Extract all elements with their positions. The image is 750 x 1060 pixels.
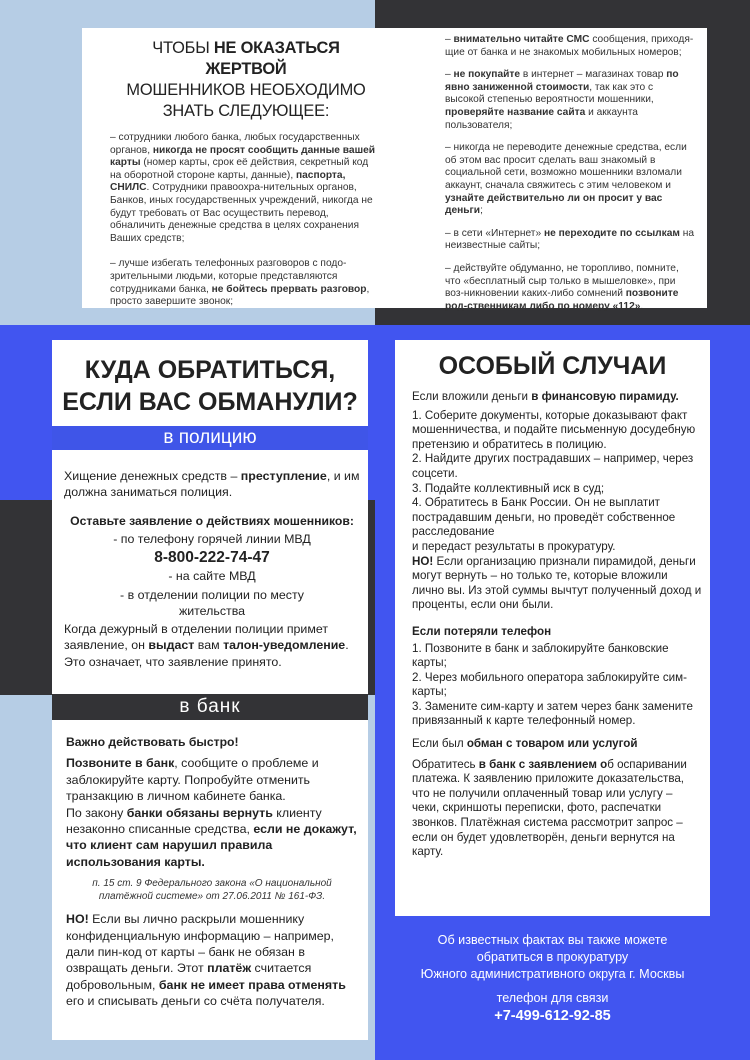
bank-section: Важно действовать быстро! Позвоните в банк, сообщите о проблеме и заблокируйте карту. Попробуйте отменить транзакцию в личном кабинете банка. По закону банки обязаны вернуть клиенту незаконно списанные средства, если не докажут, что клиент сам нарушил правила использования карты. п. 15 ст. 9 Федерального закона «О национальной платёжной системе» от 27.06.2011 № 161-ФЗ. НО! Если вы лично раскрыли мошеннику конфиденциальную информацию – например, дали пин-код от карты – банк не обязан в озвращать деньги. Этот платёж считается добровольным, банк не имеет права отменять его и списывать деньги со счёта получателя. bbox=[66, 735, 357, 1009]
bank-paragraph-2: По закону банки обязаны вернуть клиенту незаконно списанные средства, если не докажут, что клиент сам нарушил правила использования карты. bbox=[66, 805, 357, 869]
bank-bar: в банк bbox=[52, 694, 368, 720]
tip-sms: – внимательно читайте СМС сообщения, приходя-щие от банка и не знакомых мобильных номеров; bbox=[445, 34, 694, 58]
left-heading: КУДА ОБРАТИТЬСЯ, ЕСЛИ ВАС ОБМАНУЛИ? bbox=[62, 356, 358, 416]
statement-block: Оставьте заявление о действиях мошенников: - по телефону горячей линии МВД 8-800-222-74-47 - на сайте МВД - в отделении полиции по месту жительства bbox=[64, 513, 360, 620]
special-cases-heading: ОСОБЫЙ СЛУЧАИ bbox=[438, 352, 667, 380]
police-paragraph-1: Хищение денежных средств – преступление, и им должна заниматься полиция. bbox=[64, 469, 360, 500]
top-title: ЧТОБЫ НЕ ОКАЗАТЬСЯ ЖЕРТВОЙ МОШЕННИКОВ НЕОБХОДИМО ЗНАТЬ СЛЕДУЮЩЕЕ: bbox=[126, 39, 366, 120]
police-section bbox=[64, 468, 360, 670]
police-bar: в полицию bbox=[52, 426, 368, 450]
tip-shopping: – не покупайте в интернет – магазинах товар по явно заниженной стоимости, так как это с высокой степенью вероятности мошенники, проверяйте название сайта и аккаунта пользователя; bbox=[445, 69, 679, 131]
tip-think: – действуйте обдуманно, не торопливо, помните, что «бесплатный сыр только в мышеловке», при воз-никновении каких-либо сомнений позвоните род-ственникам либо по номеру «112». bbox=[445, 262, 679, 312]
pyramid-warning: НО! Если организацию признали пирамидой, деньги могут вернуть – но только те, которые вложили лично вы. Из этой суммы вычтут полученный доход и проценты, если они были. bbox=[412, 554, 702, 612]
bank-paragraph-3: НО! Если вы лично раскрыли мошеннику конфиденциальную информацию – например, дали пин-код от карты – банк не обязан в озвращать деньги. Этот платёж считается добровольным, банк не имеет права отменять его и списывать деньги со счёта получателя. bbox=[66, 912, 346, 1009]
police-paragraph-2: Когда дежурный в отделении полиции примет заявление, он выдаст вам талон-уведомление. Это означает, что заявление принято. bbox=[64, 621, 349, 669]
left-panel bbox=[52, 340, 368, 1040]
law-reference: п. 15 ст. 9 Федерального закона «О национальной платёжной системе» от 27.06.2011 № 161-ФЗ. bbox=[92, 878, 332, 903]
top-left-column bbox=[110, 38, 382, 309]
hotline-phone: 8-800-222-74-47 bbox=[154, 548, 270, 566]
top-panel bbox=[82, 28, 707, 312]
tip-transfers: – никогда не переводите денежные средства, если об этом вас просит сделать ваш знакомый в социальной сети, возможно мошенники взломали аккаунт, сначала свяжитесь с этим человеком и узнайте действительно ли он просит у вас деньги; bbox=[445, 142, 687, 217]
right-panel bbox=[395, 340, 710, 916]
fraud-paragraph: Обратитесь в банк с заявлением об оспаривании платежа. К заявлению приложите доказательства, что не получили оплаченный товар или услугу – чеки, скриншоты переписки, фото, распечатки звонков. Платёжная система рассмотрит запрос – если он будет удовлетворён, деньги вернутся на карту. bbox=[412, 757, 687, 859]
top-right-column bbox=[445, 34, 695, 313]
fraud-title: Если был обман с товаром или услугой bbox=[412, 737, 638, 751]
tip-links: – в сети «Интернет» не переходите по ссылкам на неизвестные сайты; bbox=[445, 227, 695, 252]
prosecutor-footer: Об известных фактах вы также можете обратиться в прокуратуру Южного административного округа г. Москвы телефон для связи +7-499-612-92-85 bbox=[395, 932, 710, 1025]
bank-paragraph-1: Позвоните в банк, сообщите о проблеме и заблокируйте карту. Попробуйте отменить транзакцию в личном кабинете банка. bbox=[66, 756, 319, 804]
special-cases-body: Если вложили деньги в финансовую пирамиду. 1. Соберите документы, которые доказывают факт мошенничества, и подайте письменную досудебную претензию и обратитесь в полицию. 2. Найдите других пострадавших – например, через соцсети. 3. Подайте коллективный иск в суд; 4. Обратитесь в Банк России. Он не выплатит пострадавшим деньги, но проведёт собственное расследование и передаст результаты в прокуратуру. НО! Если организацию признали пирамидой, деньги могут вернуть – но только те, которые вложили лично вы. Из этой суммы вычтут полученный доход и проценты, если они были. Если потеряли телефон 1. Позвоните в банк и заблокируйте банковские карты; 2. Через мобильного оператора заблокируйте сим-карты; 3. Замените сим-карту и затем через банк замените привязанный к карте телефонный номер. Если был обман с товаром или услугой Обратитесь в банк с заявлением об оспаривании платежа. К заявлению приложите доказательства, что не получили оплаченный товар или услугу – чеки, скриншоты переписки, фото, распечатки звонков. Платёжная система рассмотрит запрос – если он будет удовлетворён, деньги вернутся на карту. bbox=[412, 390, 702, 859]
prosecutor-phone: +7-499-612-92-85 bbox=[494, 1008, 611, 1024]
pyramid-intro: Если вложили деньги в финансовую пирамиду. bbox=[412, 390, 679, 403]
top-left-paragraph-1: – сотрудники любого банка, любых государственных органов, никогда не просят сообщить данные вашей карты (номер карты, срок её действия, секретный код на оборотной стороне карты, данные), паспорта, СНИЛС. Сотрудники правоохра-нительных органов, Банков, иных государственных учреждений, никогда не будут требовать от Вас осуществить перевод, обналичить денежные средства в целях сохранения Ваших средств; bbox=[110, 132, 376, 244]
top-left-paragraph-2: – лучше избегать телефонных разговоров с подо-зрительными людьми, которые представляются сотрудниками банка, не бойтесь прервать разговор, просто завершите звонок; bbox=[110, 258, 370, 308]
